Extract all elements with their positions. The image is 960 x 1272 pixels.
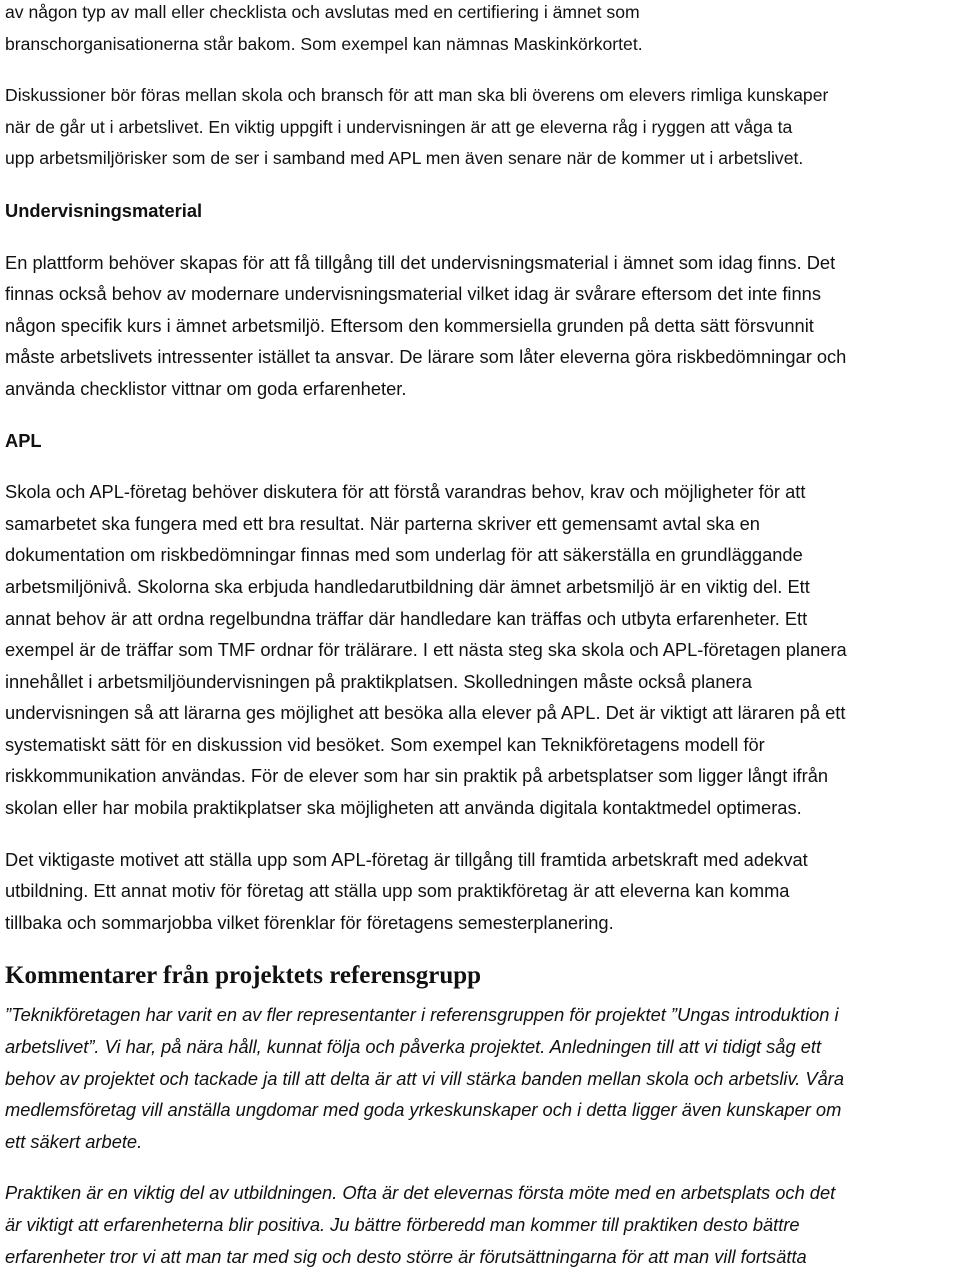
text-line: är viktigt att erfarenheterna blir positiva. Ju bättre förberedd man kommer till praktiken desto bättre (5, 1214, 800, 1235)
text-line: erfarenheter tror vi att man tar med sig och desto större är förutsättningarna för att man vill fortsätta (5, 1245, 807, 1267)
text-line: behov av projektet och tackade ja till att delta är att vi vill stärka banden mellan skola och arbetsliv. Våra (5, 1067, 845, 1089)
text-line: Praktiken är en viktig del av utbildningen. Ofta är det elevernas första möte med en arbetsplats och det (5, 1182, 836, 1204)
text-line: Skola och APL-företag behöver diskutera för att förstå varandras behov, krav och möjligheter för att (5, 481, 806, 503)
paragraph-motives (5, 844, 957, 939)
text-line: använda checklistor vittnar om goda erfarenheter. (5, 377, 407, 399)
text-line: måste arbetslivets intressenter istället ta ansvar. De lärare som låter eleverna göra riskbedömningar och (5, 346, 847, 368)
quote-paragraph-1 (5, 999, 957, 1157)
heading-apl: APL (5, 429, 42, 451)
text-line: riskkommunikation användas. För de elever som har sin praktik på arbetsplatser som ligger långt ifrån (5, 765, 829, 787)
text-line: annat behov är att ordna regelbundna träffar där handledare kan träffas och utbyta erfarenheter. Ett (5, 607, 808, 629)
heading-kommentarer: Kommentarer från projektets referensgrupp (5, 962, 482, 990)
text-line: utbildning. Ett annat motiv för företag att ställa upp som praktikföretag är att eleverna kan komma (5, 880, 790, 902)
document-page (5, 0, 957, 1272)
text-line: av någon typ av mall eller checklista och avslutas med en certifiering i ämnet som (5, 2, 640, 22)
paragraph-platform (5, 247, 957, 405)
text-line: innehållet i arbetsmiljöundervisningen på praktikplatsen. Skolledningen måste också planera (5, 670, 752, 692)
text-line: exempel är de träffar som TMF ordnar för trälärare. I ett nästa steg ska skola och APL-företagen planera (5, 639, 847, 661)
text-line: arbetslivet”. Vi har, på nära håll, kunnat följa och påverka projektet. Anledningen till att vi tidigt såg ett (5, 1036, 822, 1058)
text-line: undervisningen så att lärarna ges möjlighet att besöka alla elever på APL. Det är viktigt att läraren på ett (5, 702, 846, 724)
text-line: dokumentation om riskbedömningar finnas med som underlag för att säkerställa en grundläggande (5, 544, 803, 566)
text-line: finnas också behov av modernare undervisningsmaterial vilket idag är svårare eftersom det inte finns (5, 283, 821, 305)
heading-undervisningsmaterial: Undervisningsmaterial (5, 199, 203, 221)
text-line: skolan eller har mobila praktikplatser ska möjligheten att använda digitala kontaktmedel optimeras. (5, 797, 802, 819)
text-line: upp arbetsmiljörisker som de ser i samband med APL men även senare när de kommer ut i arbetslivet. (5, 148, 804, 169)
text-line: arbetsmiljönivå. Skolorna ska erbjuda handledarutbildning där ämnet arbetsmiljö är en viktig del. Ett (5, 575, 810, 597)
text-line: samarbetet ska fungera med ett bra resultat. När parterna skriver ett gemensamt avtal ska en (5, 512, 760, 534)
text-line: Diskussioner bör föras mellan skola och bransch för att man ska bli överens om elevers rimliga kunskaper (5, 85, 829, 106)
text-line: Det viktigaste motivet att ställa upp som APL-företag är tillgång till framtida arbetskraft med adekvat (5, 848, 808, 870)
text-line: tillbaka och sommarjobba vilket förenklar för företagens semesterplanering. (5, 911, 614, 933)
text-line: ett säkert arbete. (5, 1130, 143, 1152)
paragraph-discussions (5, 80, 957, 175)
text-line: medlemsföretag vill anställa ungdomar med goda yrkeskunskaper och i detta ligger även kunskaper om (5, 1099, 842, 1121)
quote-paragraph-2 (5, 1177, 957, 1272)
text-line: branschorganisationerna står bakom. Som exempel kan nämnas Maskinkörkortet. (5, 33, 643, 54)
text-line: när de går ut i arbetslivet. En viktig uppgift i undervisningen är att ge eleverna råg i ryggen att våga ta (5, 116, 793, 137)
text-line: systematiskt sätt för en diskussion vid besöket. Som exempel kan Teknikföretagens modell för (5, 733, 765, 755)
paragraph-apl (5, 476, 957, 824)
text-line: ”Teknikföretagen har varit en av fler representanter i referensgruppen för projektet ”Ungas introduktion i (5, 1004, 839, 1026)
paragraph-certification (5, 0, 957, 60)
text-line: En plattform behöver skapas för att få tillgång till det undervisningsmaterial i ämnet som idag finns. Det (5, 251, 836, 273)
text-line: någon specifik kurs i ämnet arbetsmiljö. Eftersom den kommersiella grunden på detta sätt försvunnit (5, 314, 814, 336)
